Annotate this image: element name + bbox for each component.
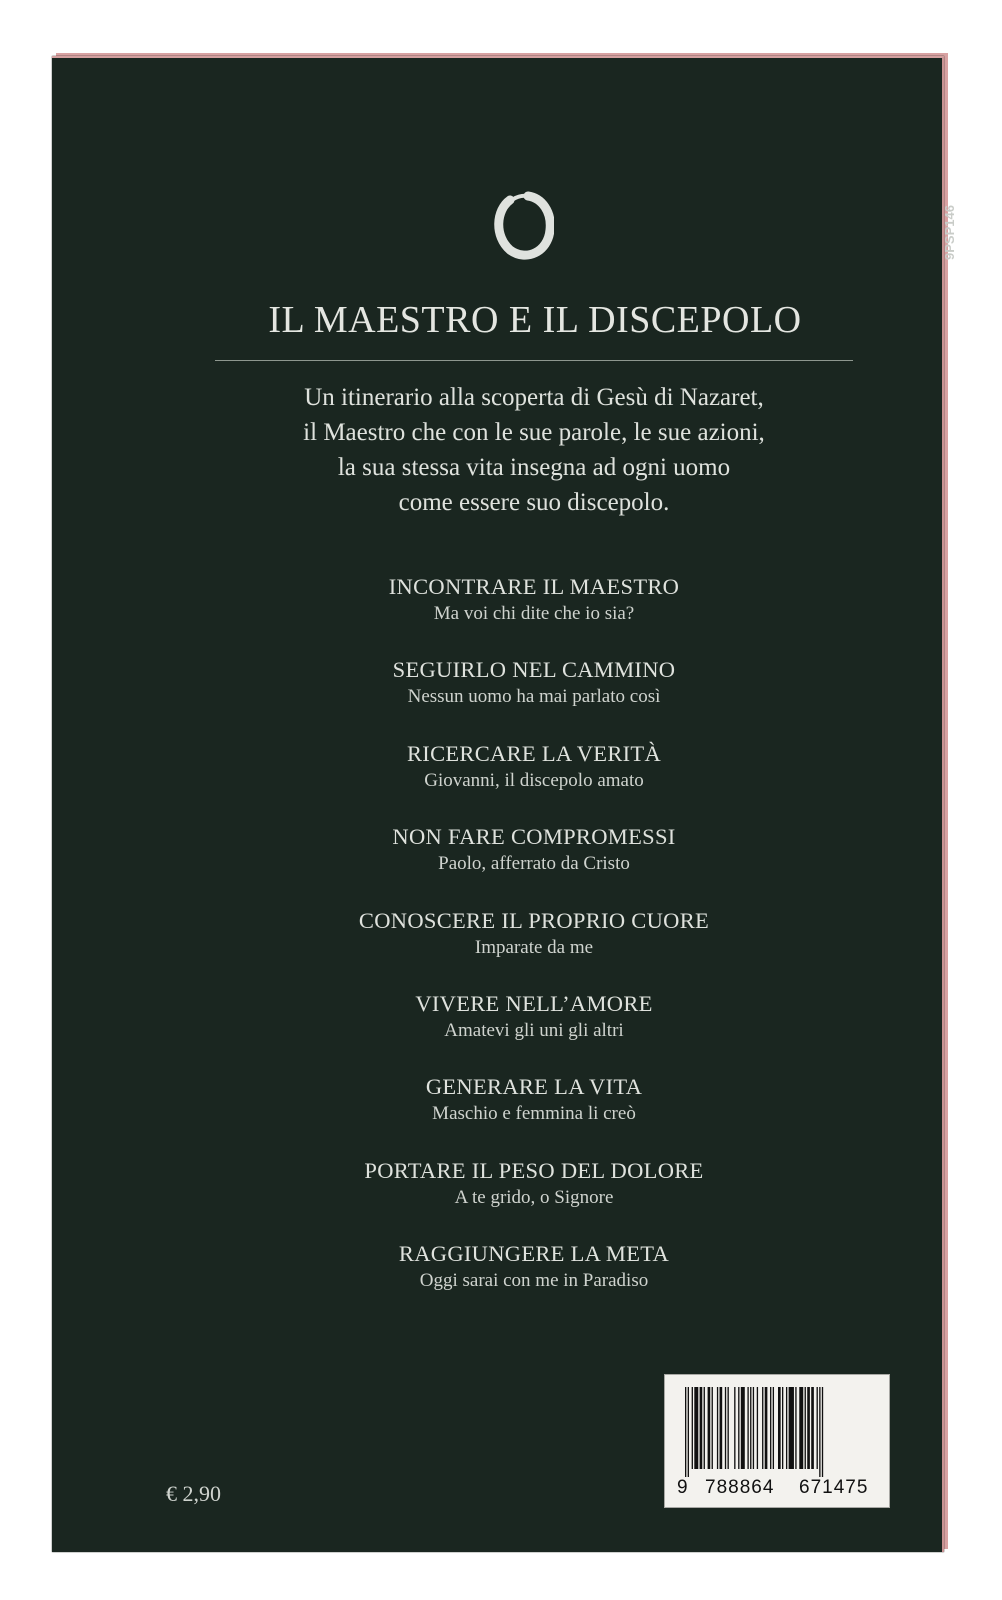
barcode-bar (795, 1387, 796, 1469)
chapter-item (252, 572, 816, 655)
title-divider (215, 360, 853, 361)
chapter-title: RICERCARE LA VERITÀ (406, 740, 662, 766)
barcode-bar (753, 1387, 754, 1469)
barcode-bar (817, 1387, 818, 1469)
chapter-title: INCONTRARE IL MAESTRO (388, 574, 680, 599)
barcode-bar (738, 1387, 739, 1469)
barcode-bar (700, 1387, 703, 1469)
chapter-subtitle: Imparate da me (474, 936, 594, 958)
chapter-item (252, 655, 816, 738)
barcode-bar (712, 1387, 713, 1469)
chapter-title: SEGUIRLO NEL CAMMINO (392, 657, 676, 683)
barcode-bar (692, 1387, 693, 1469)
barcode-bar (725, 1387, 726, 1469)
chapter-item (252, 989, 816, 1072)
chapter-item (252, 1156, 816, 1239)
intro-line: come essere suo discepolo. (398, 489, 670, 516)
isbn-first-digit: 9 (677, 1477, 688, 1498)
chapter-subtitle: Giovanni, il discepolo amato (424, 769, 644, 791)
chapter-subtitle: Paolo, afferrato da Cristo (438, 853, 630, 875)
intro-line: la sua stessa vita insegna ad ogni uomo (337, 454, 731, 481)
chapter-item (252, 906, 816, 989)
isbn-middle-digits: 788864 (705, 1477, 775, 1498)
barcode-bar (805, 1387, 806, 1469)
intro-line: Un itinerario alla scoperta di Gesù di Nazaret, (304, 384, 764, 411)
intro-line: il Maestro che con le sue parole, le sue azioni, (303, 419, 765, 446)
barcode-bar (750, 1387, 751, 1469)
barcode-bar (704, 1387, 705, 1469)
isbn-last-digits: 671475 (799, 1477, 869, 1498)
chapter-item (252, 822, 816, 905)
barcode-bar (786, 1387, 787, 1469)
barcode-bar (799, 1387, 803, 1469)
barcode-label (664, 1374, 890, 1508)
barcode-bar (765, 1387, 768, 1469)
book-back-cover (52, 56, 957, 1552)
barcode-icon (685, 1387, 871, 1477)
barcode-bar (694, 1387, 698, 1469)
barcode-bar (770, 1387, 771, 1469)
barcode-bar (822, 1387, 823, 1477)
chapter-title: VIVERE NELL’AMORE (415, 990, 653, 1016)
book-title: IL MAESTRO E IL DISCEPOLO (268, 299, 802, 341)
barcode-bar (811, 1387, 814, 1469)
chapter-title: GENERARE LA VITA (425, 1074, 643, 1100)
barcode-bar (734, 1387, 735, 1469)
barcode-bar (720, 1387, 723, 1469)
barcode-bar (762, 1387, 763, 1469)
barcode-bar (789, 1387, 794, 1469)
chapter-subtitle: Oggi sarai con me in Paradiso (419, 1270, 649, 1292)
barcode-bar (728, 1387, 729, 1469)
chapter-subtitle: Amatevi gli uni gli altri (444, 1019, 624, 1041)
chapter-subtitle: Maschio e femmina li creò (432, 1103, 636, 1125)
chapter-title: NON FARE COMPROMESSI (392, 824, 676, 850)
barcode-bar (685, 1387, 686, 1477)
barcode-bar (819, 1387, 820, 1477)
barcode-bar (741, 1387, 745, 1469)
barcode-bar (747, 1387, 748, 1469)
product-code: 9PSP146 (942, 205, 957, 261)
chapter-title: CONOSCERE IL PROPRIO CUORE (358, 907, 710, 933)
barcode-bar (782, 1387, 783, 1469)
chapter-title: RAGGIUNGERE LA META (398, 1241, 670, 1267)
chapter-item (252, 739, 816, 822)
chapter-subtitle: A te grido, o Signore (454, 1186, 614, 1208)
barcode-bar (773, 1387, 774, 1469)
barcode-bar (778, 1387, 781, 1469)
chapter-item (252, 1072, 816, 1155)
barcode-bar (717, 1387, 718, 1469)
barcode-bar (708, 1387, 711, 1469)
barcode-bar (688, 1387, 689, 1477)
barcode-bar (757, 1387, 758, 1469)
price-label: € 2,90 (166, 1481, 221, 1506)
chapter-item (252, 1239, 816, 1322)
barcode-bar (807, 1387, 810, 1469)
chapter-subtitle: Nessun uomo ha mai parlato così (407, 686, 661, 708)
brush-circle-icon (492, 186, 554, 262)
chapter-subtitle: Ma voi chi dite che io sia? (433, 603, 635, 624)
chapter-list (252, 572, 816, 1323)
intro-paragraph (232, 380, 836, 520)
chapter-title: PORTARE IL PESO DEL DOLORE (364, 1157, 704, 1183)
